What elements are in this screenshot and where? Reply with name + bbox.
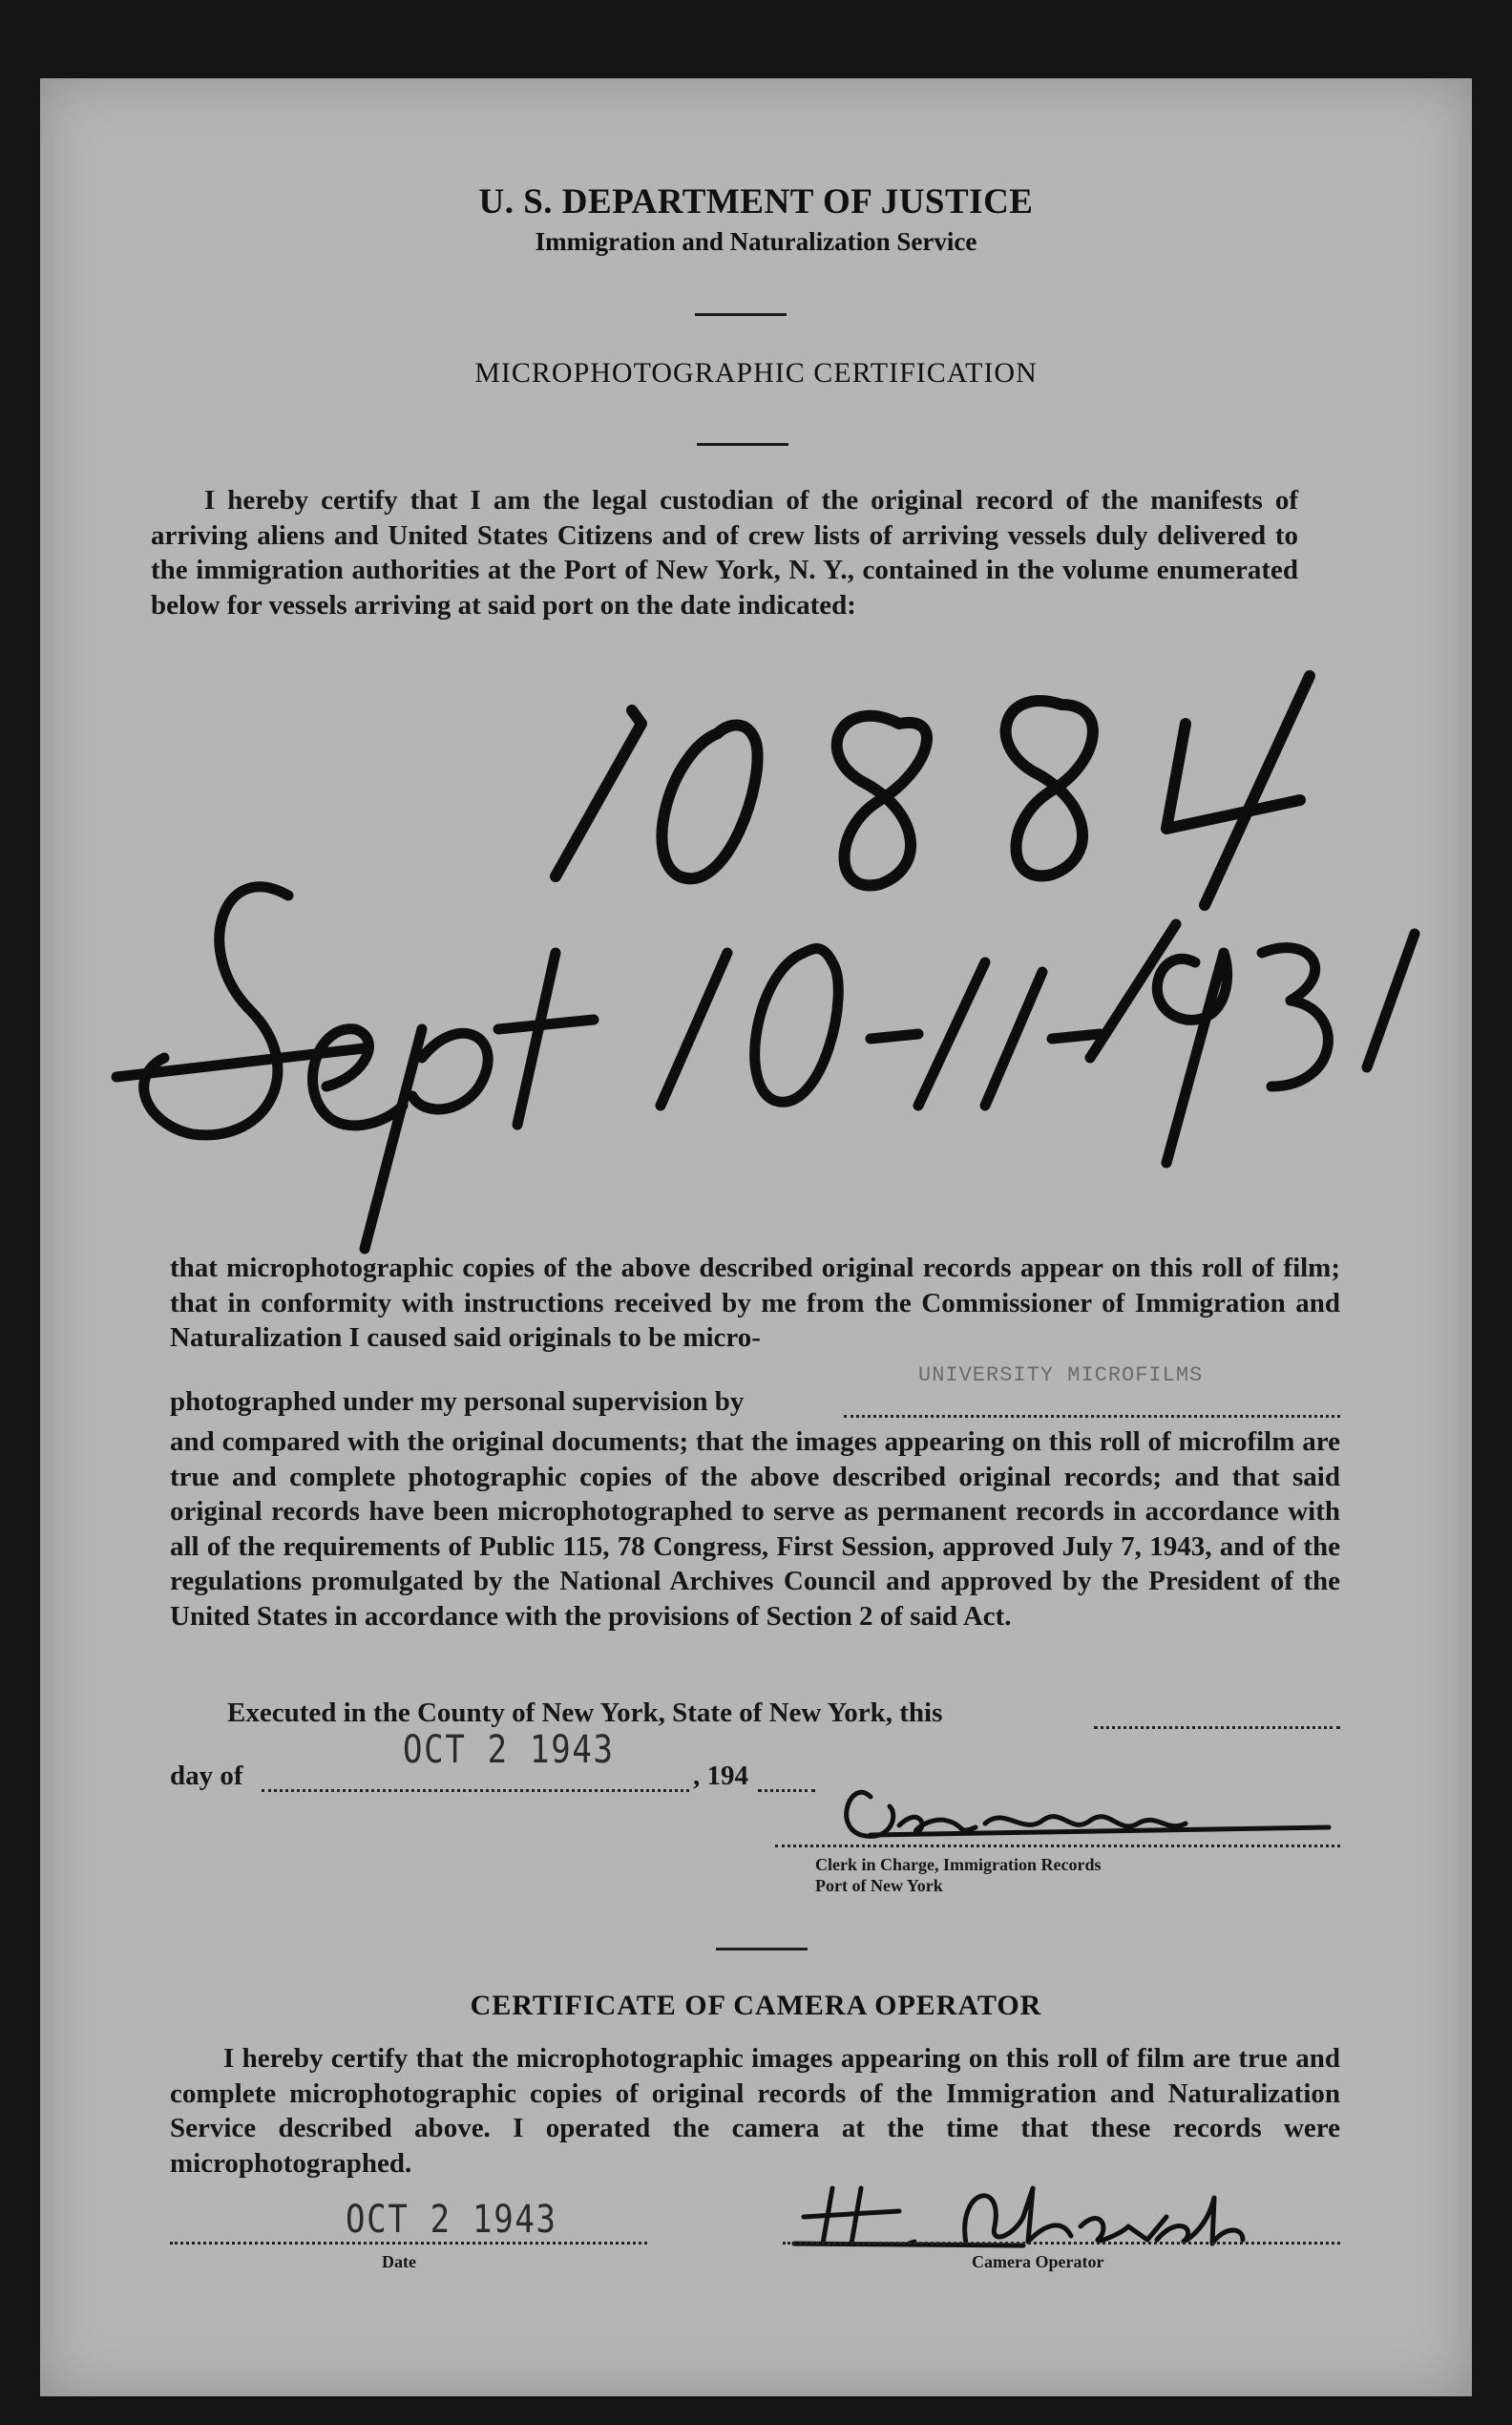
body-paragraph-2: and compared with the original documents; that the images appearing on this roll of microfilm are true and complete photographic copies of the above described original records; and that said original records have been microphotographed to serve as permanent records in accordance with all of the requirements of Public 115, 78 Congress, First Session, approved July 7, 1943, and of the regulations promulgated by the National Archives Council and approved by the President of the United States in accordance with the provisions of Section 2 of said Act. [170,1426,1340,1632]
year-prefix-value: 194 [706,1761,748,1791]
divider [697,443,788,446]
handwritten-date-range [78,838,1415,1277]
year-prefix: , 194 [693,1761,748,1791]
clerk-signature-line [775,1845,1340,1847]
divider [695,313,787,316]
supervisor-label: photographed under my personal supervision by [170,1386,745,1417]
department-heading: U. S. DEPARTMENT OF JUSTICE [478,182,1034,221]
operator-certificate-text: I hereby certify that the microphotographic images appearing on this roll of film are true and complete microphotographic copies of original records of the Immigration and Naturalization Service described above. I operated the camera at the time that these records were microphotographed. [170,2043,1340,2179]
operator-certificate-title: CERTIFICATE OF CAMERA OPERATOR [470,1990,1042,2021]
operator-signature-line [783,2242,1340,2245]
service-subheading: Immigration and Naturalization Service [535,227,977,256]
clerk-title [815,1854,1101,1896]
day-of-label: day of [170,1761,243,1791]
executed-line [1094,1726,1340,1729]
operator-date-line [170,2242,647,2245]
clerk-signature [832,1768,1348,1854]
intro-paragraph: I hereby certify that I am the legal custodian of the original record of the manifests of arriving aliens and United States Citizens and of crew lists of arriving vessels duly delivered to the immigration authorities at the Port of New York, N. Y., contained in the volume enumerated below for vessels arriving at said port on the date indicated: [151,485,1298,621]
operator-date-stamp: OCT 2 1943 [346,2198,557,2242]
execution-date-stamp: OCT 2 1943 [403,1728,615,1772]
supervisor-line [844,1415,1340,1418]
camera-operator-label: Camera Operator [972,2252,1104,2271]
certification-title: MICROPHOTOGRAPHIC CERTIFICATION [474,357,1038,389]
certificate-page [40,78,1472,2396]
body-paragraph-1: that microphotographic copies of the above described original records appear on this roll of film; that in conformity with instructions received by me from the Commissioner of Immigration and Naturalization I caused said originals to be micro- [170,1253,1340,1353]
date-label: Date [382,2252,416,2271]
executed-text: Executed in the County of New York, State of New York, this [227,1698,943,1728]
clerk-title-line-1: Clerk in Charge, Immigration Records [815,1855,1102,1874]
day-of-line [262,1789,689,1792]
supervisor-value: UNIVERSITY MICROFILMS [918,1363,1204,1387]
clerk-title-line-2: Port of New York [815,1876,943,1895]
year-line [758,1789,815,1792]
divider [716,1948,808,1951]
